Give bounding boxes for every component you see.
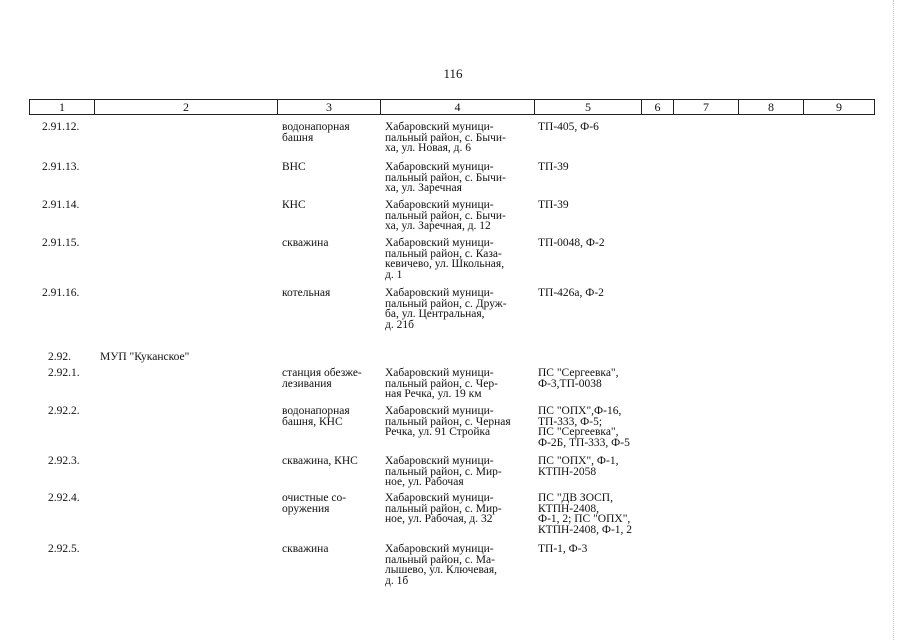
organization-name: МУП "Куканское" [100,351,190,363]
header-col-6: 6 [642,100,674,114]
row-number: 2.92.5. [48,543,80,555]
object-address: Хабаровский муници- пальный район, с. Мир- ное, ул. Рабочая [385,455,502,488]
row-number: 2.91.14. [42,199,80,211]
power-source: ТП-0048, Ф-2 [538,237,605,249]
object-name: станция обезже- лезивания [282,367,362,390]
power-source: ТП-1, Ф-3 [538,543,588,555]
object-address: Хабаровский муници- пальный район, с. Ма- лышево, ул. Ключевая, д. 1б [385,543,498,587]
header-col-5: 5 [535,100,642,114]
object-name: котельная [282,287,331,299]
power-source: ПС "ОПХ", Ф-1, КТПН-2058 [538,455,619,478]
object-address: Хабаровский муници- пальный район, с. Каза- кевичево, ул. Школьная, д. 1 [385,237,505,281]
object-name: скважина [282,543,329,555]
object-name: водонапорная башня, КНС [282,405,350,428]
row-number: 2.91.13. [42,161,80,173]
object-address: Хабаровский муници- пальный район, с. Бычи- ха, ул. Новая, д. 6 [385,121,506,154]
header-col-1: 1 [30,100,95,114]
object-name: водонапорная башня [282,121,350,144]
row-number: 2.92.3. [48,455,80,467]
row-number: 2.92.1. [48,367,80,379]
header-col-2: 2 [95,100,278,114]
power-source: ТП-426а, Ф-2 [538,287,604,299]
object-address: Хабаровский муници- пальный район, с. Друж- ба, ул. Центральная, д. 21б [385,287,507,331]
power-source: ПС "Сергеевка", Ф-3,ТП-0038 [538,367,619,390]
row-number: 2.91.12. [42,121,80,133]
header-col-4: 4 [381,100,535,114]
page-edge [892,0,894,640]
row-number: 2.91.16. [42,287,80,299]
group-number: 2.92. [48,351,71,363]
row-number: 2.91.15. [42,237,80,249]
header-col-3: 3 [278,100,381,114]
power-source: ТП-39 [538,161,569,173]
object-name: скважина [282,237,329,249]
object-address: Хабаровский муници- пальный район, с. Мир- ное, ул. Рабочая, д. 32 [385,492,502,525]
power-source: ТП-405, Ф-6 [538,121,599,133]
object-address: Хабаровский муници- пальный район, с. Чер- ная Речка, ул. 19 км [385,367,498,400]
object-name: ВНС [282,161,306,173]
power-source: ПС "ДВ ЗОСП, КТПН-2408, Ф-1, 2; ПС "ОПХ", КТПН-2408, Ф-1, 2 [538,492,633,536]
object-address: Хабаровский муници- пальный район, с. Бычи- ха, ул. Заречная [385,161,506,194]
page-number: 116 [443,66,463,81]
power-source: ТП-39 [538,199,569,211]
power-source: ПС "ОПХ",Ф-16, ТП-333, Ф-5; ПС "Сергеевка", Ф-2Б, ТП-333, Ф-5 [538,405,630,449]
object-name: скважина, КНС [282,455,358,467]
object-address: Хабаровский муници- пальный район, с. Бычи- ха, ул. Заречная, д. 12 [385,199,506,232]
header-col-7: 7 [674,100,739,114]
row-number: 2.92.4. [48,492,80,504]
row-number: 2.92.2. [48,405,80,417]
header-col-9: 9 [836,100,842,114]
object-name: очистные со- оружения [282,492,347,515]
object-address: Хабаровский муници- пальный район, с. Черная Речка, ул. 91 Стройка [385,405,511,438]
header-col-8: 8 [739,100,804,114]
table-header [29,99,875,115]
object-name: КНС [282,199,306,211]
